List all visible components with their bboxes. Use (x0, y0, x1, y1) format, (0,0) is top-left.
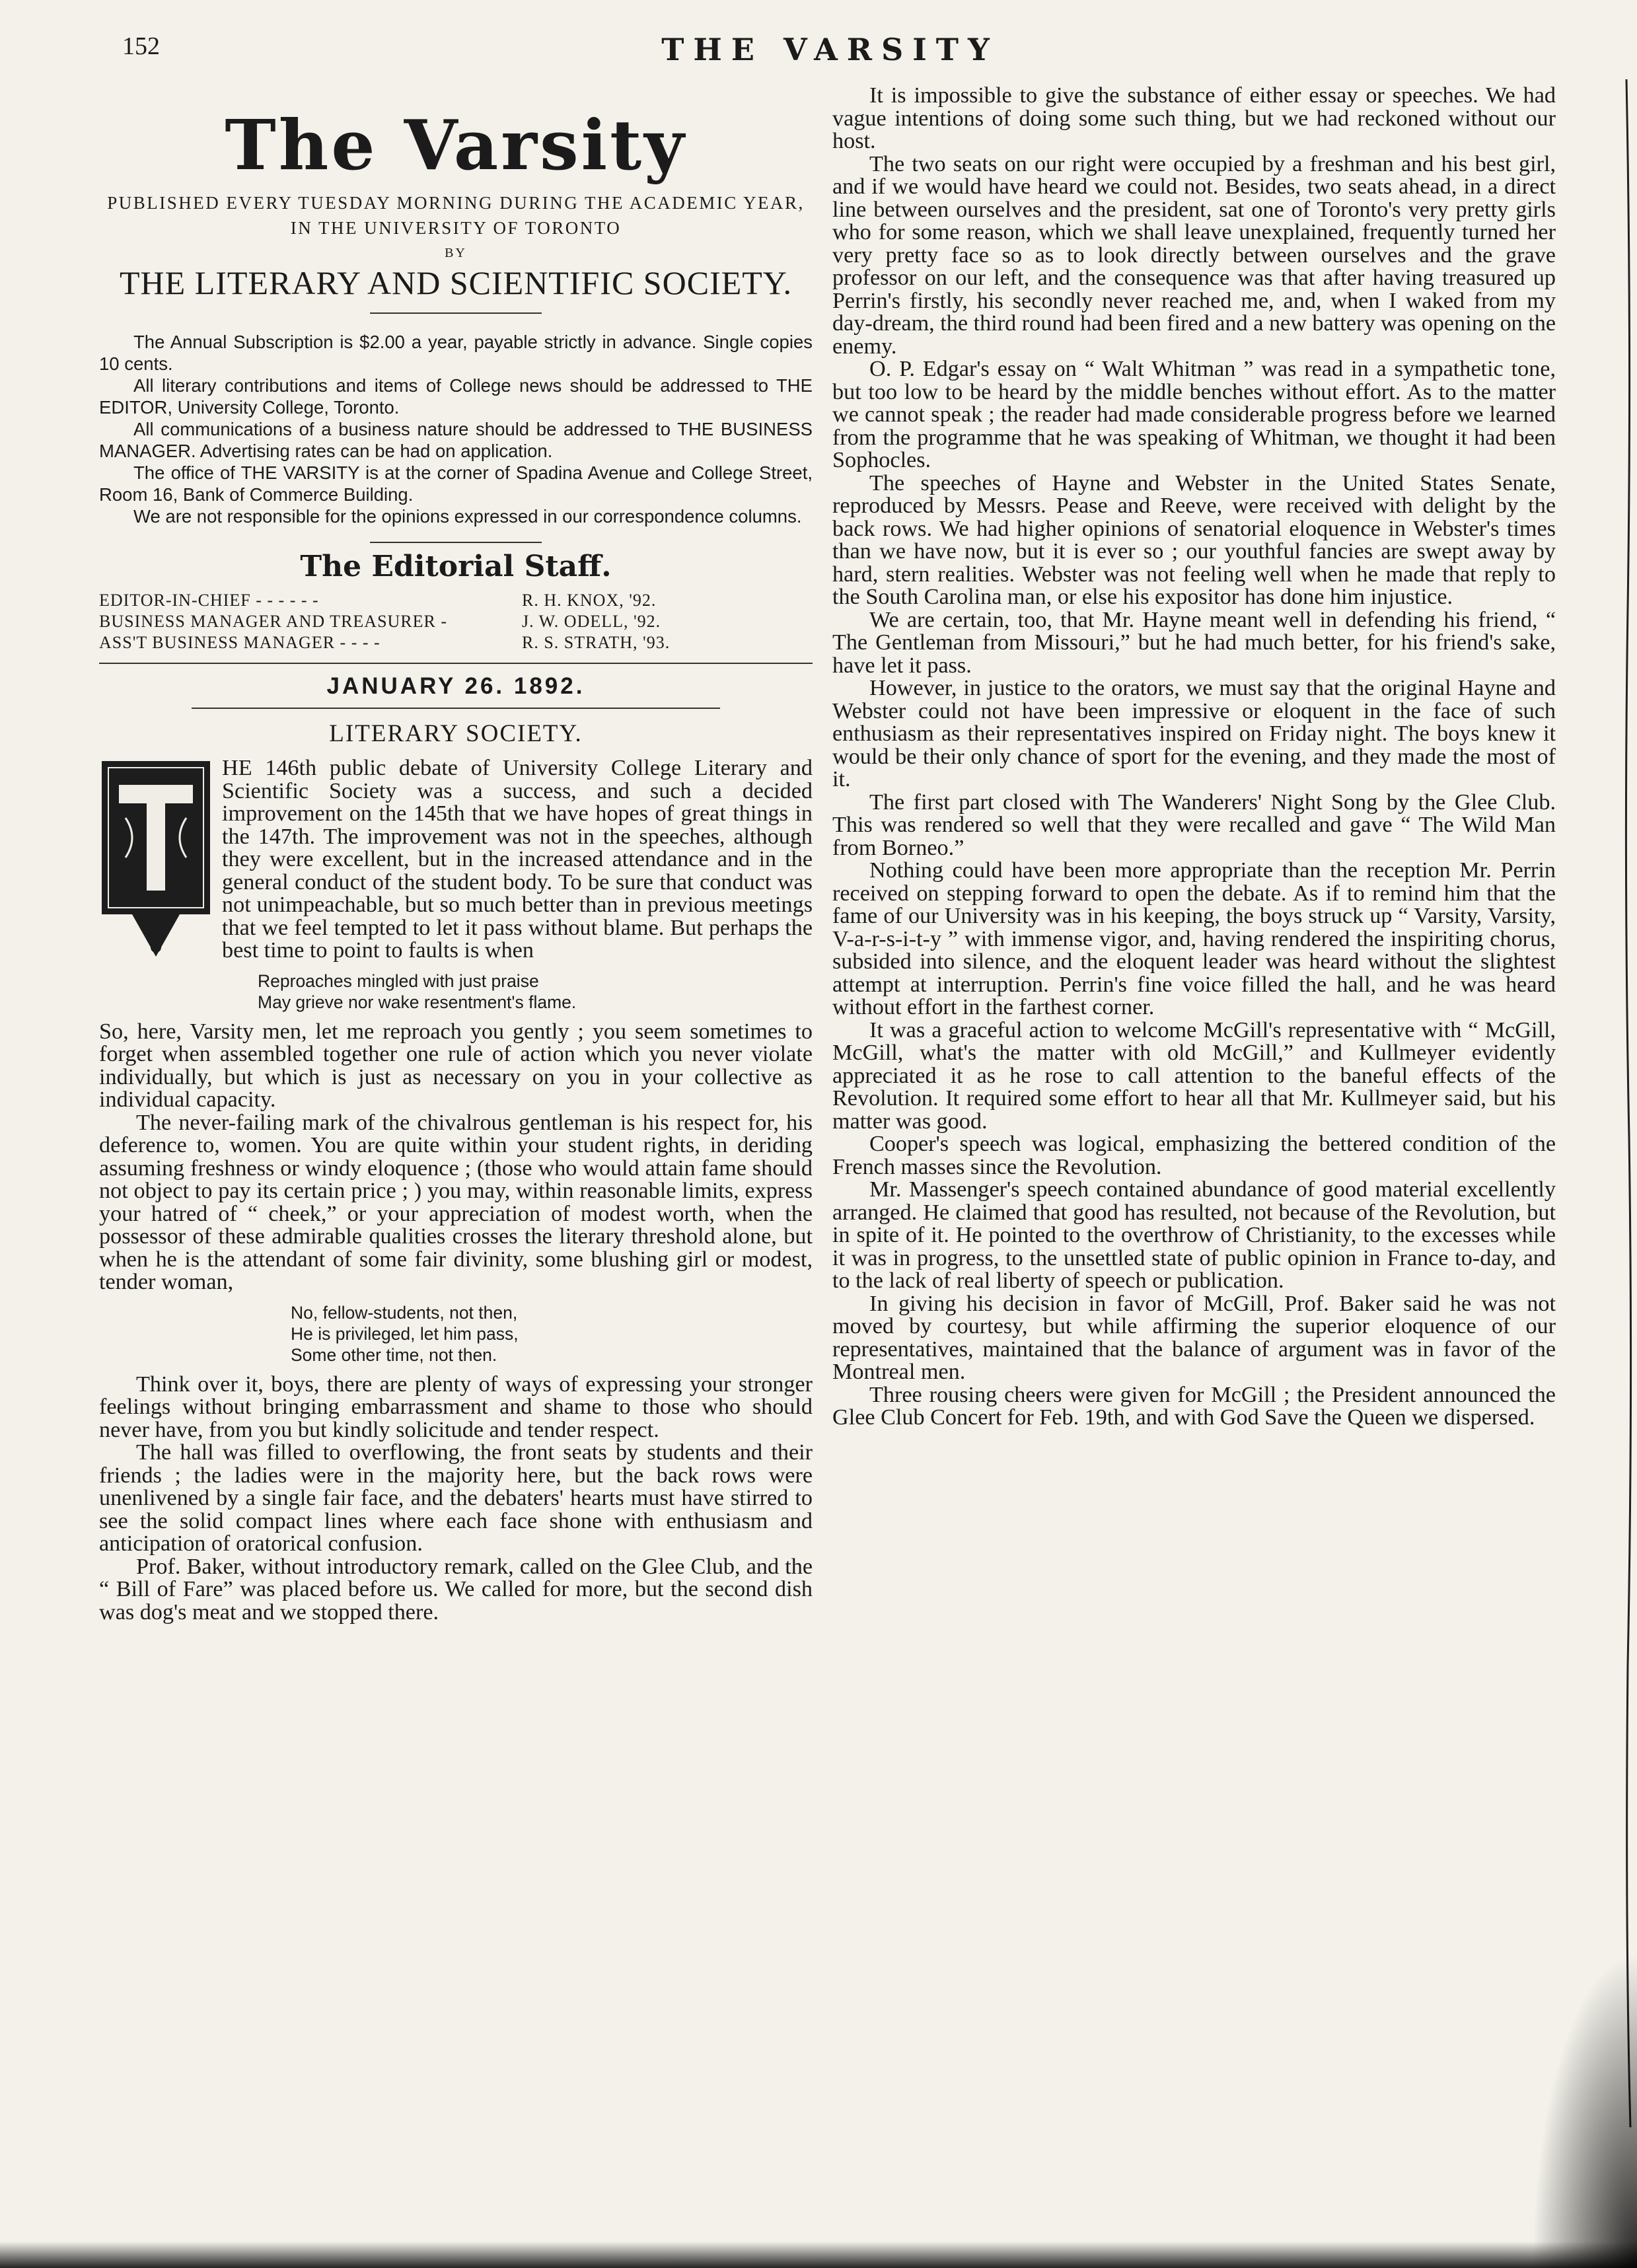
subscription-notice (99, 331, 813, 527)
ornamental-dropcap-t (99, 758, 213, 969)
article-paragraph: The first part closed with The Wanderers' Night Song by the Glee Club. This was rendered so well that they were recalled and gave “ The Wild Man from Borneo.” (832, 789, 1556, 860)
article-paragraph: However, in justice to the orators, we must say that the original Hayne and Webster could not have been impressive or eloquent in the face of such enthusiasm as their representatives inspired on Friday night. The boys knew it would be their only chance of sport for the evening, and they made the most of it. (832, 676, 1556, 791)
running-title: THE VARSITY (661, 32, 999, 67)
article-title: LITERARY SOCIETY. (329, 720, 583, 747)
masthead-by: BY (445, 246, 467, 260)
page-header (122, 32, 1538, 71)
verse-line: May grieve nor wake resentment's flame. (258, 992, 577, 1012)
scan-bottom-edge (0, 2242, 1637, 2268)
article-paragraph: The hall was filled to overflowing, the front seats by students and their friends ; the ladies were in the majority here, but the back rows were unenlivened by a single fair face, and the debaters' hearts must have stirred to see the solid compact lines where each face shone with enthusiasm and anticipation of oratorical confusion. (99, 1440, 813, 1556)
divider (99, 663, 813, 664)
notice-paragraph: The Annual Subscription is $2.00 a year, payable strictly in advance. Single copies 10 cents. (99, 332, 813, 374)
article-paragraph: The never-failing mark of the chivalrous gentleman is his respect for, his deference to, women. You are quite within your student rights, in deriding assuming freshness or windy eloquence ; (those who would attain fame should not object to pay its certain price ; ) you may, within reasonable limits, express your hatred of “ cheek,” or your appreciation of modest worth, when the possessor of these admirable qualities crosses the literary threshold alone, but when he is the attendant of some fair divinity, some blushing girl or modest, tender woman, (99, 1110, 813, 1294)
notice-paragraph: We are not responsible for the opinions expressed in our correspondence columns. (133, 506, 802, 527)
staff-role: EDITOR-IN-CHIEF - - - - - - (99, 591, 319, 610)
article-paragraph: HE 146th public debate of University College Literary and Scientific Society was a success, and such a decided improvement on the 145th that we have hopes of great things in the 147th. The improvement was not in the speeches, although they were excellent, but in the increased attendance and in the general conduct of the student body. To be sure that conduct was not unimpeachable, but so much better than in previous meetings that we feel tempted to let it pass without blame. But perhaps the best time to point to faults is when (222, 756, 813, 963)
verse-line: Reproaches mingled with just praise (258, 970, 539, 991)
masthead-title: The Varsity (225, 104, 687, 186)
notice-paragraph: All communications of a business nature should be addressed to THE BUSINESS MANAGER. Advertising rates can be had on application. (99, 419, 813, 461)
article-paragraph: Nothing could have been more appropriate than the reception Mr. Perrin received on stepping forward to open the debate. As if to remind him that the fame of our University was in his keeping, the boys struck up “ Varsity, Varsity, V-a-r-s-i-t-y ” with immense vigor, and, having rendered the inspiriting chorus, subsided into silence, and the eloquent leader was heard without the slightest attempt at interruption. Perrin's fine voice filled the hall, and he was heard without effort in the farthest corner. (832, 858, 1556, 1019)
notice-paragraph: The office of THE VARSITY is at the corner of Spadina Avenue and College Street, Room 16, Bank of Commerce Building. (99, 462, 813, 505)
article-paragraph: The speeches of Hayne and Webster in the United States Senate, reproduced by Messrs. Pease and Reeve, were received with delight by the back rows. We had higher opinions of senatorial eloquence in Webster's times than we have now, but it is ever so ; our youthful fancies are swept away by hard, stern realities. Webster was not feeling well when he made that reply to the South Carolina man, or else his expositor has done him injustice. (832, 470, 1556, 609)
verse-quote (99, 1302, 813, 1366)
article-paragraph: O. P. Edgar's essay on “ Walt Whitman ” was read in a sympathetic tone, but too low to be heard by the middle benches without effort. As to the matter we cannot speak ; the reader had made considerable progress before we learned from the programme that he was speaking of Whitman, we thought it had been Sophocles. (832, 357, 1556, 472)
article-paragraph: So, here, Varsity men, let me reproach you gently ; you seem sometimes to forget when assembled together one rule of action which you never violate individually, but which is just as necessary on you in your collective as individual capacity. (99, 1019, 813, 1112)
staff-row (99, 611, 813, 632)
scan-corner-shadow (1531, 1951, 1637, 2268)
page-edge-shadow (1622, 79, 1637, 2127)
staff-role: ASS'T BUSINESS MANAGER - - - - (99, 633, 381, 652)
page-number: 152 (122, 32, 160, 60)
right-column (832, 85, 1556, 1430)
editorial-staff-list (99, 590, 813, 653)
verse-line: Some other time, not then. (291, 1344, 497, 1365)
masthead-published-line: PUBLISHED EVERY TUESDAY MORNING DURING THE ACADEMIC YEAR, IN THE UNIVERSITY OF TORONTO (107, 193, 805, 238)
article-paragraph: It is impossible to give the substance of either essay or speeches. We had vague intentions of doing some such thing, but we had reckoned without our host. (832, 83, 1556, 153)
article-paragraph: We are certain, too, that Mr. Hayne meant well in defending his friend, “ The Gentleman from Missouri,” but he had much better, for his friend's sake, have let it pass. (832, 607, 1556, 678)
article-paragraph: Three rousing cheers were given for McGill ; the President announced the Glee Club Concert for Feb. 19th, and with God Save the Queen we dispersed. (832, 1382, 1556, 1430)
verse-quote (99, 970, 813, 1013)
verse-line: He is privileged, let him pass, (291, 1323, 519, 1344)
article-paragraph: The two seats on our right were occupied by a freshman and his best girl, and if we would have heard we could not. Besides, two seats ahead, in a direct line between ourselves and the president, sat one of Toronto's very pretty girls who for some reason, which we shall leave unexplained, frequently turned her very pretty face so as to look directly between ourselves and the grave professor on our left, and the consequence was that after having treasured up Perrin's firstly, his secondly never reached me, and, when I waked from my day-dream, the third round had been fired and a new battery was opening on the enemy. (832, 151, 1556, 359)
article-paragraph: It was a graceful action to welcome McGill's representative with “ McGill, McGill, what's the matter with old McGill,” and Kullmeyer evidently appreciated it as he rose to call attention to the baneful effects of the Revolution. It required some effort to hear all that Mr. Kullmeyer said, but his matter was good. (832, 1017, 1556, 1134)
staff-name: R. S. STRATH, '93. (522, 633, 671, 652)
masthead-society: THE LITERARY AND SCIENTIFIC SOCIETY. (120, 264, 792, 301)
editorial-staff-heading: The Editorial Staff. (300, 550, 612, 583)
article-body-left (99, 757, 813, 1624)
staff-name: J. W. ODELL, '92. (522, 612, 661, 631)
left-column (99, 85, 813, 1624)
staff-row (99, 632, 813, 653)
divider (370, 312, 542, 314)
article-paragraph: Think over it, boys, there are plenty of ways of expressing your stronger feelings without bringing embarrassment and shame to those who should never have, from you but kindly solicitude and tender respect. (99, 1372, 813, 1442)
article-paragraph: In giving his decision in favor of McGill, Prof. Baker said he was not moved by courtesy, but while affirming the superior eloquence of our representatives, maintained that the balance of argument was in favor of the Montreal men. (832, 1291, 1556, 1384)
verse-line: No, fellow-students, not then, (291, 1302, 518, 1323)
staff-name: R. H. KNOX, '92. (522, 591, 657, 610)
article-paragraph: Prof. Baker, without introductory remark, called on the Glee Club, and the “ Bill of Fare” was placed before us. We called for more, but the second dish was dog's meat and we stopped there. (99, 1554, 813, 1625)
staff-role: BUSINESS MANAGER AND TREASURER - (99, 612, 448, 631)
article-paragraph: Mr. Massenger's speech contained abundance of good material excellently arranged. He claimed that good has resulted, not because of the Revolution, but in spite of it. He pointed to the overthrow of Christianity, to the excesses while it was in progress, to the unsettled state of public opinion in France to-day, and to the lack of real liberty of speech or publication. (832, 1177, 1556, 1293)
article-paragraph: Cooper's speech was logical, emphasizing the bettered condition of the French masses since the Revolution. (832, 1132, 1556, 1179)
issue-date: JANUARY 26. 1892. (326, 673, 585, 699)
divider (192, 708, 720, 709)
divider (370, 542, 542, 543)
notice-paragraph: All literary contributions and items of College news should be addressed to THE EDITOR, University College, Toronto. (99, 375, 813, 418)
staff-row (99, 590, 813, 611)
